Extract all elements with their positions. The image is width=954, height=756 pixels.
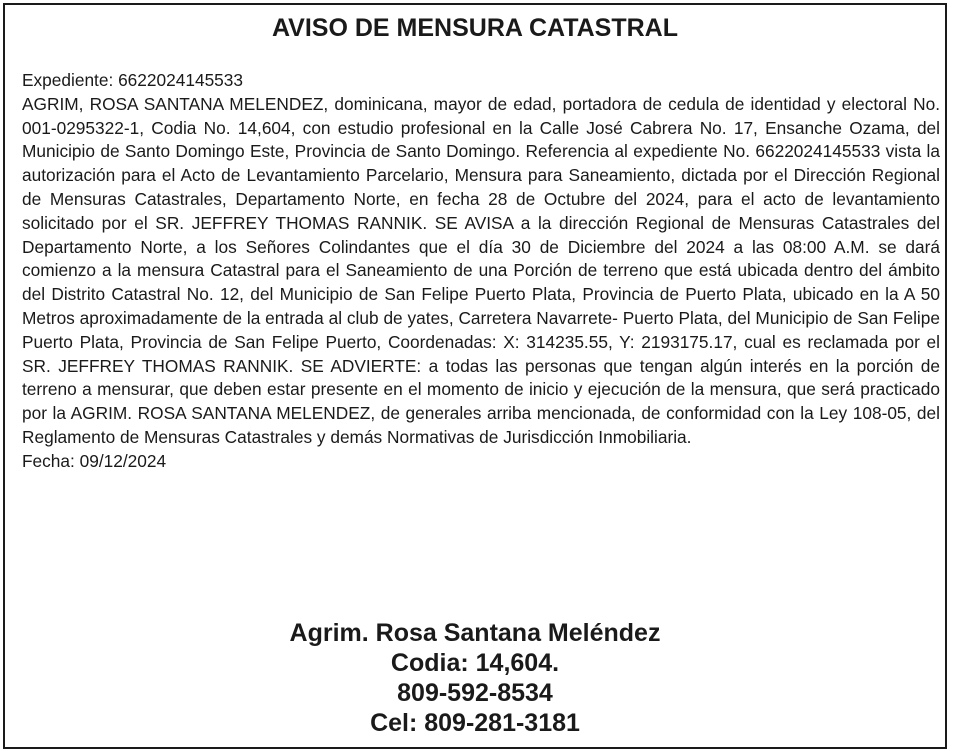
fecha-line: Fecha: 09/12/2024 [22, 450, 167, 471]
signature-block [5, 618, 945, 738]
signature-cel: Cel: 809-281-3181 [370, 709, 580, 737]
signature-phone: 809-592-8534 [397, 679, 553, 707]
notice-title: AVISO DE MENSURA CATASTRAL [271, 14, 679, 42]
expediente-line: Expediente: 6622024145533 [22, 70, 244, 90]
notice-frame [3, 3, 947, 749]
signature-name: Agrim. Rosa Santana Meléndez [289, 619, 661, 647]
signature-codia: Codia: 14,604. [390, 649, 560, 677]
notice-body [22, 69, 940, 474]
notice-paragraph: AGRIM, ROSA SANTANA MELENDEZ, dominicana, mayor de edad, portadora de cedula de identidad y electoral No. 001-0295322-1, Codia No. 14,604, con estudio profesional en la Calle José Cabrera No. 17, Ensanche Ozama, del Municipio de Santo Domingo Este, Provincia de Santo Domingo. Referencia al expediente No. 6622024145533 vista la autorización para el Acto de Levantamiento Parcelario, Mensura para Saneamiento, dictada por el Dirección Regional de Mensuras Catastrales, Departamento Norte, en fecha 28 de Octubre del 2024, para el acto de levantamiento solicitado por el SR. JEFFREY THOMAS RANNIK. SE AVISA a la dirección Regional de Mensuras Catastrales del Departamento Norte, a los Señores Colindantes que el día 30 de Diciembre del 2024 a las 08:00 A.M. se dará comienzo a la mensura Catastral para el Saneamiento de una Porción de terreno que está ubicada dentro del ámbito del Distrito Catastral No. 12, del Municipio de San Felipe Puerto Plata, Provincia de Puerto Plata, ubicado en la A 50 Metros aproximadamente de la entrada al club de yates, Carretera Navarrete- Puerto Plata, del Municipio de San Felipe Puerto Plata, Provincia de San Felipe Puerto, Coordenadas: X: 314235.55, Y: 2193175.17, cual es reclamada por el SR. JEFFREY THOMAS RANNIK. SE ADVIERTE: a todas las personas que tengan algún interés en la porción de terreno a mensurar, que deben estar presente en el momento de inicio y ejecución de la mensura, que será practicado por la AGRIM. ROSA SANTANA MELENDEZ, de generales arriba mencionada, de conformidad con la Ley 108-05, del Reglamento de Mensuras Catastrales y demás Normativas de Jurisdicción Inmobiliaria. [22, 93, 940, 447]
